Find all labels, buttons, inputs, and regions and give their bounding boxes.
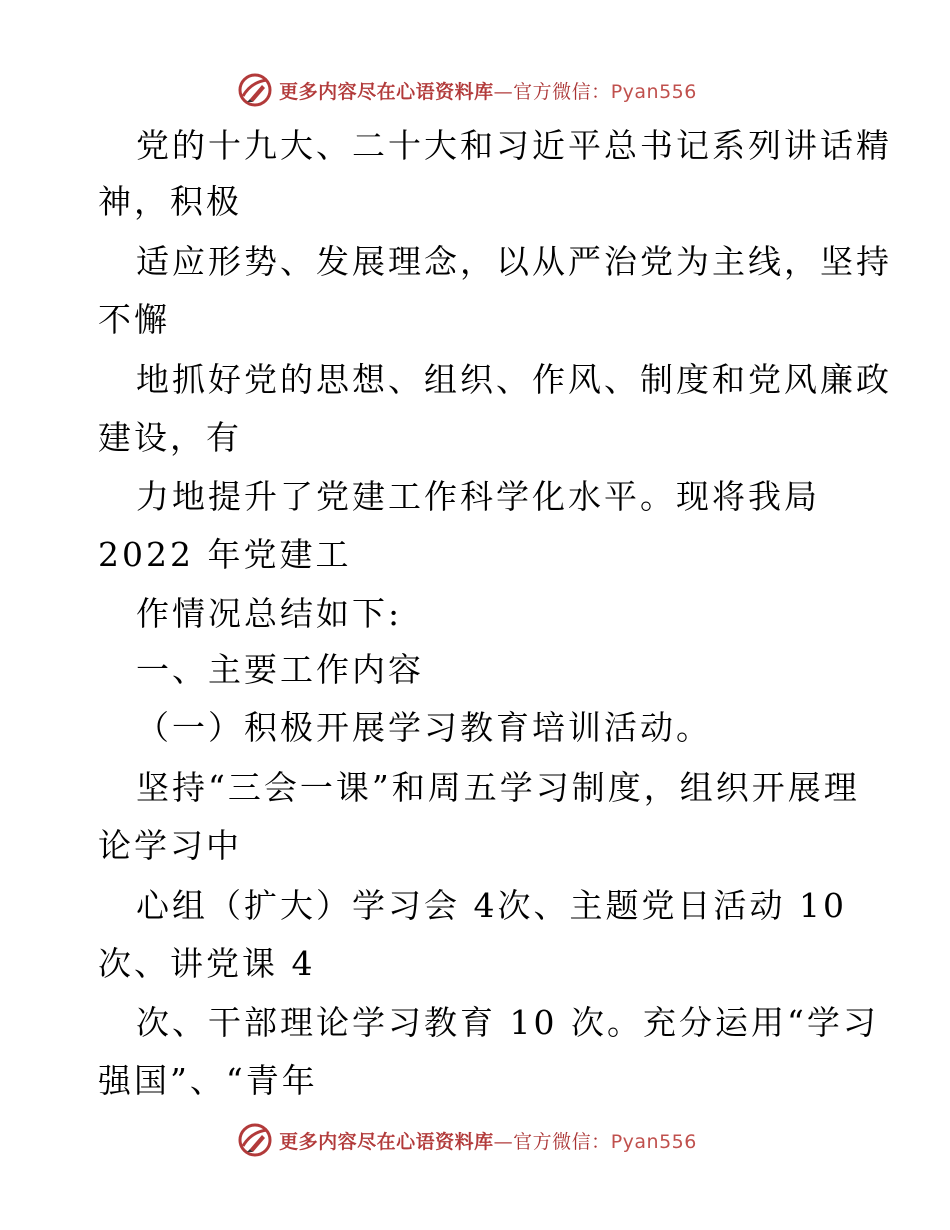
pen-logo-icon — [237, 72, 273, 108]
wechat-id: Pyan556 — [610, 1130, 697, 1153]
pen-logo-icon — [237, 1122, 273, 1158]
text-line: 不懈 — [98, 300, 170, 339]
text-line: 党的十九大、二十大和习近平总书记系列讲话精 — [136, 126, 892, 165]
site-name: 更多内容尽在心语资料库 — [279, 80, 494, 103]
text-line: 地抓好党的思想、组织、作风、制度和党风廉政 — [136, 360, 892, 399]
banner-dash: — — [493, 1130, 514, 1153]
subsection-heading: （一）积极开展学习教育培训活动。 — [136, 708, 712, 747]
wechat-id: Pyan556 — [610, 80, 697, 103]
header-banner-content — [237, 72, 697, 108]
text-line: 适应形势、发展理念，以从严治党为主线，坚持 — [136, 242, 892, 281]
text-line: 力地提升了党建工作科学化水平。现将我局 — [136, 477, 820, 516]
section-heading: 一、主要工作内容 — [136, 650, 424, 689]
text-line: 坚持“三会一课”和周五学习制度，组织开展理 — [136, 768, 860, 807]
text-line: 次、干部理论学习教育 10 次。充分运用“学习 — [136, 1003, 879, 1042]
text-line: 心组（扩大）学习会 4次、主题党日活动 10 — [136, 886, 847, 925]
site-name: 更多内容尽在心语资料库 — [279, 1130, 494, 1153]
footer-banner-text — [279, 1127, 697, 1154]
text-line: 建设，有 — [98, 418, 242, 457]
text-line: 强国”、“青年 — [98, 1061, 318, 1100]
text-line: 论学习中 — [98, 826, 242, 865]
banner-dash: — — [493, 80, 514, 103]
wechat-label: 官方微信： — [513, 80, 611, 103]
text-line: 次、讲党课 4 — [98, 944, 316, 983]
header-banner — [0, 70, 950, 110]
text-line: 2022 年党建工 — [98, 535, 352, 574]
footer-banner — [0, 1120, 950, 1160]
header-banner-text — [279, 77, 697, 104]
text-line: 神，积极 — [98, 182, 242, 221]
footer-banner-content — [237, 1122, 697, 1158]
wechat-label: 官方微信： — [513, 1130, 611, 1153]
text-line: 作情况总结如下: — [136, 594, 403, 633]
